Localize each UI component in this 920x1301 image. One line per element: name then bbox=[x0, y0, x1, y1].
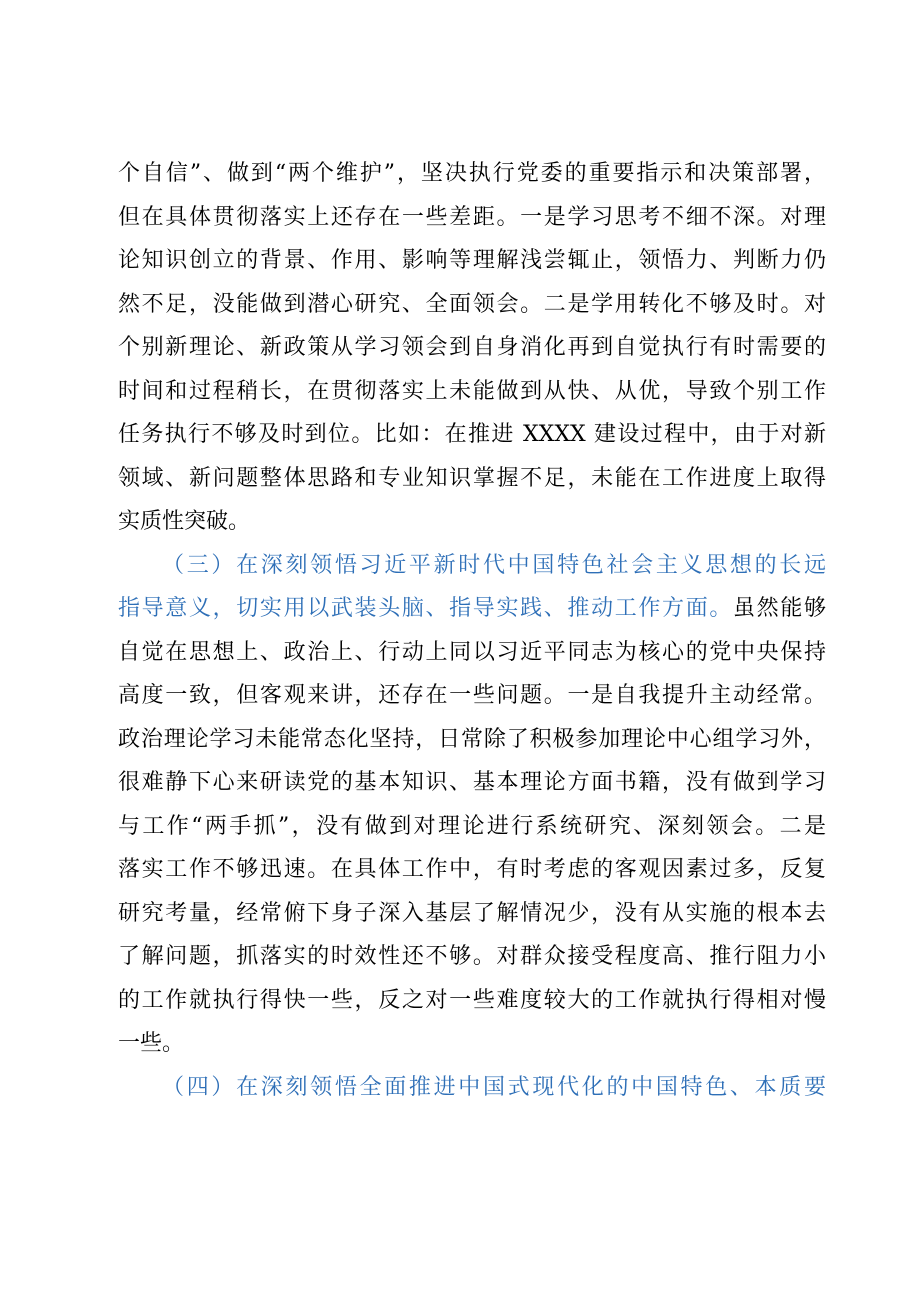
text-line: 高度一致，但客观来讲，还存在一些问题。一是自我提升主动经常。 bbox=[118, 683, 826, 708]
text-line: 领域、新问题整体思路和专业知识掌握不足，未能在工作进度上取得 bbox=[118, 465, 826, 491]
section-heading-cont: 指导意义，切实用以武装头脑、指导实践、推动工作方面。 bbox=[118, 596, 734, 621]
section-heading: （四）在深刻领悟全面推进中国式现代化的中国特色、本质要 bbox=[162, 1074, 826, 1100]
document-body bbox=[118, 152, 826, 1109]
text-line: 自觉在思想上、政治上、行动上同以习近平同志为核心的党中央保持 bbox=[118, 639, 826, 665]
text-line: 个别新理论、新政策从学习领会到自身消化再到自觉执行有时需要的 bbox=[118, 335, 826, 360]
text-line: 的工作就执行得快一些，反之对一些难度较大的工作就执行得相对慢 bbox=[118, 987, 826, 1013]
text-line: 然不足，没能做到潜心研究、全面领会。二是学用转化不够及时。对 bbox=[118, 291, 826, 317]
text-line: 政治理论学习未能常态化坚持，日常除了积极参加理论中心组学习外， bbox=[118, 726, 826, 752]
text-line: 任务执行不够及时到位。比如：在推进 XXXX 建设过程中，由于对新 bbox=[118, 422, 826, 447]
text-line: 时间和过程稍长，在贯彻落实上未能做到从快、从优，导致个别工作 bbox=[118, 378, 826, 404]
paragraph-section3 bbox=[118, 544, 826, 1066]
text-line bbox=[118, 587, 826, 631]
text-line: 落实工作不够迅速。在具体工作中，有时考虑的客观因素过多，反复 bbox=[118, 857, 826, 882]
text-line: 实质性突破。 bbox=[118, 509, 251, 534]
section-heading: （三）在深刻领悟习近平新时代中国特色社会主义思想的长远 bbox=[162, 552, 826, 578]
text-line: 研究考量，经常俯下身子深入基层了解情况少，没有从实施的根本去 bbox=[118, 900, 826, 926]
paragraph-section4 bbox=[118, 1066, 826, 1110]
text-line: 个自信”、做到“两个维护”，坚决执行党委的重要指示和决策部署， bbox=[118, 161, 826, 186]
text-line: 了解问题，抓落实的时效性还不够。对群众接受程度高、推行阻力小 bbox=[118, 944, 826, 969]
text-line: 一些。 bbox=[118, 1031, 185, 1056]
text-span: 虽然能够 bbox=[733, 596, 826, 621]
text-line: 很难静下心来研读党的基本知识、基本理论方面书籍，没有做到学习 bbox=[118, 770, 826, 795]
text-line: 论知识创立的背景、作用、影响等理解浅尝辄止，领悟力、判断力仍 bbox=[118, 248, 826, 273]
text-line: 但在具体贯彻落实上还存在一些差距。一是学习思考不细不深。对理 bbox=[118, 204, 826, 230]
text-line: 与工作“两手抓”，没有做到对理论进行系统研究、深刻领会。二是 bbox=[118, 813, 826, 839]
paragraph-block1 bbox=[118, 152, 826, 544]
